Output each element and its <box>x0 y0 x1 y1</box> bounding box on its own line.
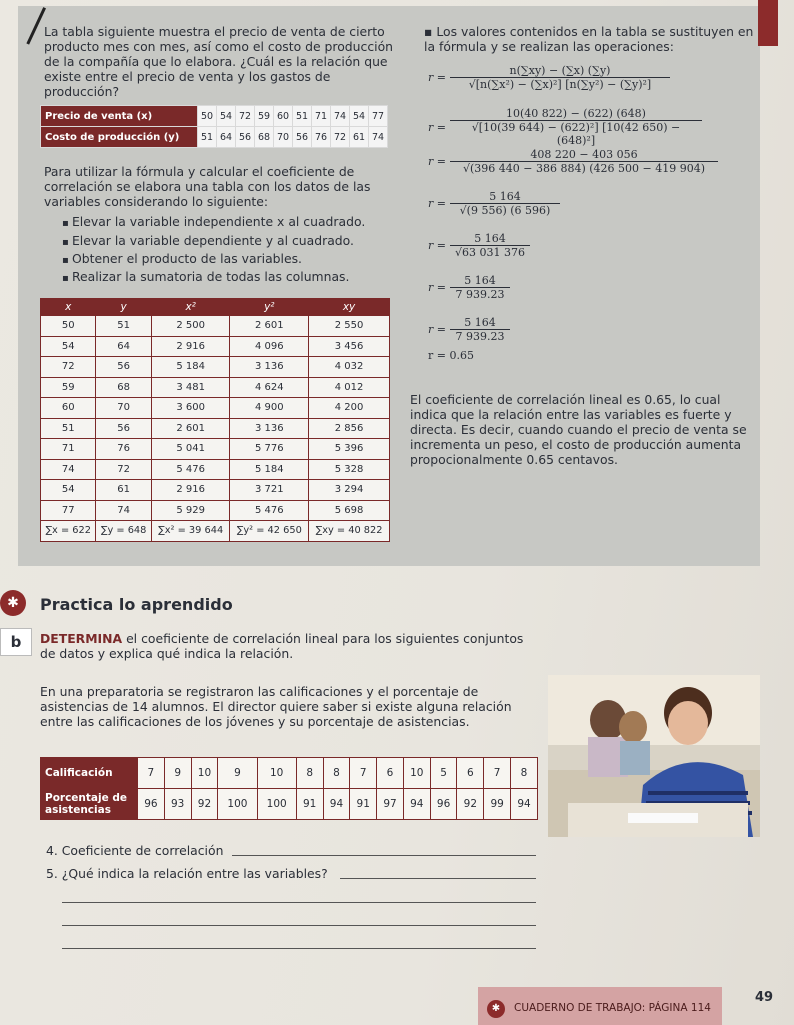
table-cell: 60 <box>274 106 293 127</box>
table-cell: 3 481 <box>151 377 230 398</box>
table-cell: 2 916 <box>151 480 230 501</box>
table-cell: 54 <box>217 106 236 127</box>
formula-numerator: 5 164 <box>450 190 560 204</box>
formula-step-2 <box>428 148 718 175</box>
column-header: y² <box>230 299 309 316</box>
answer-line[interactable] <box>62 948 536 949</box>
step-item: ▪ Elevar la variable independiente x al cuadrado. <box>62 214 365 231</box>
formula-denominator: √63 031 376 <box>454 246 525 259</box>
table-cell: 70 <box>274 127 293 148</box>
table-cell: 4 624 <box>230 377 309 398</box>
formula-denominator: √[10(39 644) − (622)²] [10(42 650) − (648)²] <box>471 121 681 147</box>
table-cell: 10 <box>403 758 430 789</box>
table-cell: 56 <box>96 418 151 439</box>
formula-denominator: √(396 440 − 386 884) (426 500 − 419 904) <box>462 162 705 175</box>
table-cell: 3 456 <box>309 336 390 357</box>
section-letter: b <box>0 628 32 656</box>
sum-cell: ∑x = 622 <box>41 521 96 542</box>
formula-step-3 <box>428 190 560 217</box>
table-cell: 8 <box>296 758 323 789</box>
formula-denominator: 7 939.23 <box>455 330 505 343</box>
table-row <box>41 439 390 460</box>
attendance-row <box>41 789 538 820</box>
formula-numerator: 408 220 − 403 056 <box>450 148 718 162</box>
formula-intro: Para utilizar la fórmula y calcular el coeficiente de correlación se elabora una tabla con los datos de las variables considerando lo siguiente: <box>44 164 371 209</box>
table-cell: 7 <box>350 758 377 789</box>
cost-row <box>41 127 388 148</box>
step-item: ▪ Obtener el producto de las variables. <box>62 251 302 268</box>
section-heading: Practica lo aprendido <box>40 595 233 614</box>
answer-line[interactable] <box>340 878 536 879</box>
table-cell: 54 <box>41 336 96 357</box>
table-cell: 74 <box>96 500 151 521</box>
table-cell: 60 <box>41 398 96 419</box>
table-cell: 94 <box>403 789 430 820</box>
table-cell: 51 <box>96 316 151 337</box>
table-cell: 3 136 <box>230 418 309 439</box>
table-row <box>41 377 390 398</box>
instruction-keyword: DETERMINA <box>40 631 123 646</box>
sum-cell: ∑y = 648 <box>96 521 151 542</box>
table-cell: 2 856 <box>309 418 390 439</box>
table-cell: 72 <box>96 459 151 480</box>
star-icon: ✱ <box>487 1000 505 1018</box>
table-cell: 2 916 <box>151 336 230 357</box>
formula-result: r = 0.65 <box>428 349 474 362</box>
table-cell: 5 328 <box>309 459 390 480</box>
formula-numerator: 5 164 <box>450 232 530 246</box>
table-cell: 59 <box>255 106 274 127</box>
table-cell: 71 <box>41 439 96 460</box>
page-number: 49 <box>755 990 774 1005</box>
grades-row <box>41 758 538 789</box>
answer-line[interactable] <box>62 925 536 926</box>
table-cell: 4 200 <box>309 398 390 419</box>
table-row <box>41 500 390 521</box>
question-4: 4. Coeficiente de correlación <box>46 843 224 858</box>
table-header-row <box>41 299 390 316</box>
price-table <box>40 105 388 148</box>
formula-lhs: r = <box>428 155 446 168</box>
formula-numerator: n(∑xy) − (∑x) (∑y) <box>450 64 670 78</box>
table-row <box>41 398 390 419</box>
table-cell: 77 <box>41 500 96 521</box>
table-cell: 4 900 <box>230 398 309 419</box>
cost-row-label: Costo de producción (y) <box>41 127 198 148</box>
table-cell: 6 <box>457 758 484 789</box>
formula-lhs: r = <box>428 120 446 134</box>
table-cell: 61 <box>350 127 369 148</box>
table-cell: 50 <box>41 316 96 337</box>
table-cell: 4 032 <box>309 357 390 378</box>
table-cell: 64 <box>96 336 151 357</box>
table-cell: 100 <box>257 789 296 820</box>
table-cell: 56 <box>236 127 255 148</box>
table-cell: 9 <box>164 758 191 789</box>
table-row <box>41 480 390 501</box>
table-cell: 96 <box>138 789 165 820</box>
formula-lhs: r = <box>428 71 446 84</box>
table-cell: 4 012 <box>309 377 390 398</box>
table-cell: 10 <box>257 758 296 789</box>
table-cell: 5 <box>430 758 457 789</box>
table-cell: 92 <box>457 789 484 820</box>
table-cell: 91 <box>350 789 377 820</box>
formula-step-6 <box>428 316 510 343</box>
formula-numerator: 10(40 822) − (622) (648) <box>450 107 702 121</box>
table-cell: 72 <box>236 106 255 127</box>
table-cell: 5 184 <box>230 459 309 480</box>
table-cell: 6 <box>377 758 404 789</box>
table-cell: 72 <box>331 127 350 148</box>
table-cell: 51 <box>41 418 96 439</box>
grades-table <box>40 757 538 820</box>
column-header: y <box>96 299 151 316</box>
table-cell: 2 550 <box>309 316 390 337</box>
table-cell: 5 476 <box>230 500 309 521</box>
table-cell: 51 <box>198 127 217 148</box>
workbook-label[interactable]: CUADERNO DE TRABAJO: PÁGINA 114 <box>514 1002 711 1014</box>
table-cell: 99 <box>484 789 511 820</box>
table-row <box>41 418 390 439</box>
row-label: Calificación <box>41 758 138 789</box>
question-5: 5. ¿Qué indica la relación entre las variables? <box>46 866 328 881</box>
table-cell: 76 <box>312 127 331 148</box>
column-header: x <box>41 299 96 316</box>
table-row <box>41 357 390 378</box>
table-cell: 77 <box>369 106 388 127</box>
formula-denominator: √[n(∑x²) − (∑x)²] [n(∑y²) − (∑y)²] <box>468 78 652 91</box>
table-cell: 54 <box>350 106 369 127</box>
table-cell: 68 <box>255 127 274 148</box>
formula-step-1 <box>428 107 702 147</box>
table-cell: 7 <box>138 758 165 789</box>
table-cell: 5 929 <box>151 500 230 521</box>
table-cell: 70 <box>96 398 151 419</box>
table-cell: 8 <box>323 758 350 789</box>
price-row-label: Precio de venta (x) <box>41 106 198 127</box>
table-cell: 74 <box>331 106 350 127</box>
table-cell: 54 <box>41 480 96 501</box>
substitution-note: ▪ Los valores contenidos en la tabla se sustituyen en la fórmula y se realizan las operaciones: <box>424 24 754 54</box>
table-cell: 2 500 <box>151 316 230 337</box>
table-cell: 94 <box>511 789 538 820</box>
sum-row <box>41 521 390 542</box>
calculation-table-body <box>41 316 390 521</box>
table-cell: 94 <box>323 789 350 820</box>
table-cell: 3 136 <box>230 357 309 378</box>
table-cell: 5 396 <box>309 439 390 460</box>
step-item: ▪ Elevar la variable dependiente y al cuadrado. <box>62 233 354 250</box>
table-cell: 10 <box>191 758 218 789</box>
student-photo <box>548 675 760 837</box>
price-row <box>41 106 388 127</box>
table-cell: 93 <box>164 789 191 820</box>
table-cell: 5 476 <box>151 459 230 480</box>
table-cell: 72 <box>41 357 96 378</box>
table-cell: 74 <box>369 127 388 148</box>
sum-cell: ∑y² = 42 650 <box>230 521 309 542</box>
table-cell: 5 041 <box>151 439 230 460</box>
calculation-table <box>40 298 390 542</box>
page-tab <box>758 0 778 46</box>
problem-statement: En una preparatoria se registraron las calificaciones y el porcentaje de asistencias de 14 alumnos. El director quiere saber si existe alguna relación entre las calificaciones de los jóvenes y su porcentaje de asistencias. <box>40 684 512 729</box>
formula-general <box>428 64 670 91</box>
table-cell: 56 <box>96 357 151 378</box>
table-cell: 59 <box>41 377 96 398</box>
table-cell: 56 <box>293 127 312 148</box>
table-row <box>41 316 390 337</box>
table-cell: 2 601 <box>230 316 309 337</box>
table-cell: 7 <box>484 758 511 789</box>
star-icon: ✱ <box>0 590 26 616</box>
answer-line[interactable] <box>62 902 536 903</box>
intro-paragraph: La tabla siguiente muestra el precio de venta de cierto producto mes con mes, así como el costo de producción de la compañía que lo elabora. ¿Cuál es la relación que existe entre el precio de venta y los gastos de producción? <box>44 24 394 99</box>
column-header: xy <box>309 299 390 316</box>
table-cell: 5 184 <box>151 357 230 378</box>
answer-line[interactable] <box>232 855 536 856</box>
step-item: ▪ Realizar la sumatoria de todas las columnas. <box>62 269 349 286</box>
table-cell: 3 600 <box>151 398 230 419</box>
table-cell: 50 <box>198 106 217 127</box>
table-cell: 51 <box>293 106 312 127</box>
table-cell: 96 <box>430 789 457 820</box>
table-cell: 8 <box>511 758 538 789</box>
table-cell: 76 <box>96 439 151 460</box>
table-cell: 100 <box>218 789 257 820</box>
table-cell: 3 721 <box>230 480 309 501</box>
table-row <box>41 336 390 357</box>
formula-step-4 <box>428 232 530 259</box>
table-cell: 61 <box>96 480 151 501</box>
formula-lhs: r = <box>428 281 446 294</box>
formula-numerator: 5 164 <box>450 274 510 288</box>
table-row <box>41 459 390 480</box>
sum-cell: ∑x² = 39 644 <box>151 521 230 542</box>
table-cell: 74 <box>41 459 96 480</box>
column-header: x² <box>151 299 230 316</box>
table-cell: 5 698 <box>309 500 390 521</box>
table-cell: 91 <box>296 789 323 820</box>
formula-denominator: 7 939.23 <box>455 288 505 301</box>
practice-instruction <box>40 631 540 661</box>
formula-denominator: √(9 556) (6 596) <box>459 204 551 217</box>
formula-lhs: r = <box>428 197 446 210</box>
table-cell: 71 <box>312 106 331 127</box>
table-cell: 97 <box>377 789 404 820</box>
sum-cell: ∑xy = 40 822 <box>309 521 390 542</box>
formula-lhs: r = <box>428 239 446 252</box>
instruction-text: el coeficiente de correlación lineal para los siguientes conjuntos de datos y explica qué indica la relación. <box>40 631 524 661</box>
table-cell: 68 <box>96 377 151 398</box>
table-cell: 5 776 <box>230 439 309 460</box>
table-cell: 92 <box>191 789 218 820</box>
formula-numerator: 5 164 <box>450 316 510 330</box>
row-label: Porcentaje de asistencias <box>41 789 138 820</box>
table-cell: 64 <box>217 127 236 148</box>
table-cell: 4 096 <box>230 336 309 357</box>
formula-step-5 <box>428 274 510 301</box>
conclusion-paragraph: El coeficiente de correlación lineal es 0.65, lo cual indica que la relación entre las variables es fuerte y directa. Es decir, cuando cuando el precio de venta se incrementa un peso, el costo de producción aumenta propocionalmente 0.65 centavos. <box>410 392 747 467</box>
table-cell: 9 <box>218 758 257 789</box>
formula-lhs: r = <box>428 323 446 336</box>
table-cell: 3 294 <box>309 480 390 501</box>
table-cell: 2 601 <box>151 418 230 439</box>
